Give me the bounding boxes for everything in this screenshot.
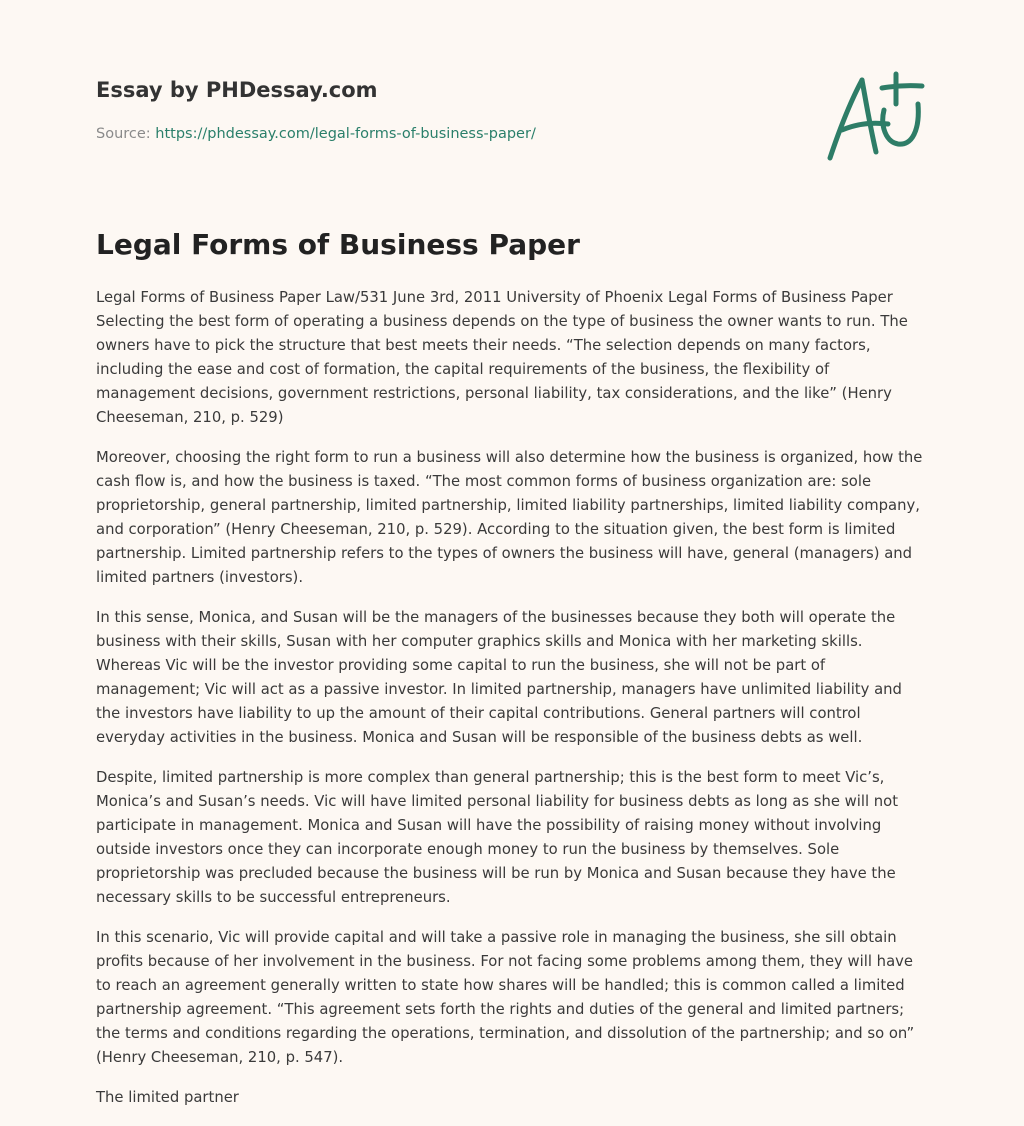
article-paragraph: Moreover, choosing the right form to run a business will also determine how the business is organized, how the cash flow is, and how the business is taxed. “The most common forms of business organization are: sole proprietorship, general partnership, limited partnership, limited liability partnerships, limited liability company, and corporation” (Henry Cheeseman, 210, p. 529). According to the situation given, the best form is limited partnership. Limited partnership refers to the types of owners the business will have, general (managers) and limited partners (investors). (96, 449, 923, 586)
source-link[interactable]: https://phdessay.com/legal-forms-of-business-paper/ (155, 126, 536, 142)
article-paragraph: Legal Forms of Business Paper Law/531 June 3rd, 2011 University of Phoenix Legal Forms of Business Paper Selecting the best form of operating a business depends on the type of business the owner wants to run. The owners have to pick the structure that best meets their needs. “The selection depends on many factors, including the ease and cost of formation, the capital requirements of the business, the flexibility of management decisions, government restrictions, personal liability, tax considerations, and the like” (Henry Cheeseman, 210, p. 529) (96, 289, 908, 426)
article-paragraph: In this sense, Monica, and Susan will be the managers of the businesses because they both will operate the business with their skills, Susan with her computer graphics skills and Monica with her marketing skills. Whereas Vic will be the investor providing some capital to run the business, she will not be part of management; Vic will act as a passive investor. In limited partnership, managers have unlimited liability and the investors have liability to up the amount of their capital contributions. General partners will control everyday activities in the business. Monica and Susan will be responsible of the business debts as well. (96, 609, 902, 746)
source-line (96, 124, 796, 144)
article-title: Legal Forms of Business Paper (96, 228, 580, 261)
site-brand: Essay by PHDessay.com (96, 78, 378, 102)
article-paragraph: Despite, limited partnership is more complex than general partnership; this is the best form to meet Vic’s, Monica’s and Susan’s needs. Vic will have limited personal liability for business debts as long as she will not participate in management. Monica and Susan will have the possibility of raising money without involving outside investors once they can incorporate enough money to run the business by themselves. Sole proprietorship was precluded because the business will be run by Monica and Susan because they have the necessary skills to be successful entrepreneurs. (96, 769, 899, 906)
source-label: Source: (96, 126, 151, 142)
article-paragraph: The limited partner (96, 1089, 239, 1106)
a-plus-grade-logo-icon (824, 68, 928, 164)
article-body (96, 286, 928, 1126)
page-header (96, 76, 796, 144)
article-paragraph: In this scenario, Vic will provide capital and will take a passive role in managing the business, she sill obtain profits because of her involvement in the business. For not facing some problems among them, they will have to reach an agreement generally written to state how shares will be handled; this is common called a limited partnership agreement. “This agreement sets forth the rights and duties of the general and limited partners; the terms and conditions regarding the operations, termination, and dissolution of the partnership; and so on” (Henry Cheeseman, 210, p. 547). (96, 929, 915, 1066)
